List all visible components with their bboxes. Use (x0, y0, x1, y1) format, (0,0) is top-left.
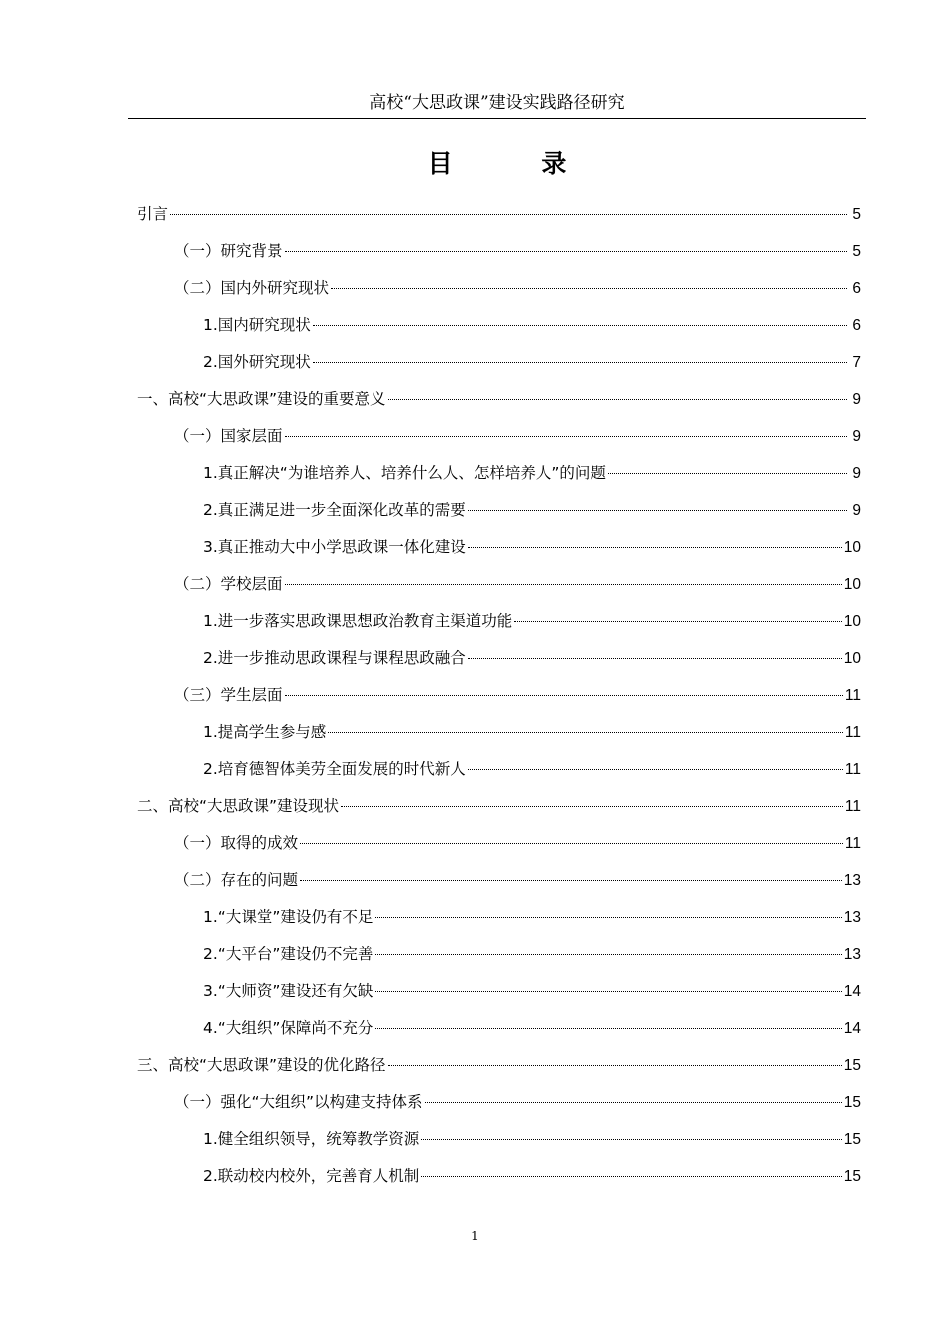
toc-dot-leader (313, 362, 847, 363)
toc-entry[interactable] (137, 1088, 861, 1125)
toc-entry[interactable] (137, 755, 861, 792)
toc-dot-leader (388, 1065, 842, 1066)
toc-entry[interactable] (137, 533, 861, 570)
toc-entry[interactable] (137, 829, 861, 866)
toc-entry-page-number: 7 (852, 354, 861, 371)
toc-entry-label: （二）国内外研究现状 (174, 279, 330, 297)
toc-entry-label: （二）存在的问题 (174, 871, 299, 889)
toc-dot-leader (285, 251, 847, 252)
toc-dot-leader (341, 806, 843, 807)
toc-dot-leader (285, 436, 847, 437)
toc-entry[interactable] (137, 903, 861, 940)
toc-dot-leader (313, 325, 847, 326)
toc-dot-leader (331, 288, 847, 289)
toc-title: 目 录 (427, 149, 607, 178)
toc-entry-label: 1.国内研究现状 (203, 316, 311, 334)
toc-dot-leader (425, 1102, 842, 1103)
toc-entry-page-number: 10 (843, 613, 861, 630)
toc-dot-leader (421, 1139, 841, 1140)
toc-entry-page-number: 9 (852, 391, 861, 408)
toc-entry-label: 2.国外研究现状 (203, 353, 311, 371)
toc-dot-leader (285, 584, 842, 585)
toc-entry-page-number: 11 (844, 761, 861, 778)
toc-entry[interactable] (137, 311, 861, 348)
toc-entry-label: 一、高校“大思政课”建设的重要意义 (137, 390, 386, 408)
toc-dot-leader (375, 917, 841, 918)
toc-dot-leader (468, 510, 847, 511)
toc-dot-leader (468, 658, 842, 659)
toc-entry-page-number: 11 (844, 798, 861, 815)
toc-entry-page-number: 5 (852, 206, 861, 223)
toc-entry-label: 1.进一步落实思政课思想政治教育主渠道功能 (203, 612, 513, 630)
toc-entry-label: 2.培育德智体美劳全面发展的时代新人 (203, 760, 466, 778)
toc-entry-label: 2.联动校内校外，完善育人机制 (203, 1167, 420, 1185)
toc-dot-leader (375, 954, 841, 955)
toc-dot-leader (375, 991, 841, 992)
toc-entry-page-number: 14 (843, 1020, 861, 1037)
toc-entry-label: （三）学生层面 (174, 686, 283, 704)
toc-entry-label: 二、高校“大思政课”建设现状 (137, 797, 340, 815)
toc-entry-label: 3.“大师资”建设还有欠缺 (203, 982, 374, 1000)
toc-entry[interactable] (137, 496, 861, 533)
toc-entry[interactable] (137, 1125, 861, 1162)
toc-entry-page-number: 11 (844, 835, 861, 852)
toc-entry[interactable] (137, 977, 861, 1014)
toc-entry[interactable] (137, 1051, 861, 1088)
toc-entry-label: 1.提高学生参与感 (203, 723, 327, 741)
toc-entry-page-number: 5 (852, 243, 861, 260)
running-header: 高校“大思政课”建设实践路径研究 (128, 92, 866, 119)
toc-entry-label: 1.“大课堂”建设仍有不足 (203, 908, 374, 926)
toc-entry-label: 2.真正满足进一步全面深化改革的需要 (203, 501, 466, 519)
toc-dot-leader (300, 880, 842, 881)
toc-entry-page-number: 13 (843, 909, 861, 926)
table-of-contents (137, 200, 861, 1199)
toc-entry[interactable] (137, 681, 861, 718)
toc-entry-label: 2.“大平台”建设仍不完善 (203, 945, 374, 963)
toc-entry-page-number: 15 (843, 1131, 861, 1148)
toc-entry-label: 三、高校“大思政课”建设的优化路径 (137, 1056, 386, 1074)
toc-entry[interactable] (137, 348, 861, 385)
toc-entry[interactable] (137, 1162, 861, 1199)
toc-dot-leader (170, 214, 847, 215)
toc-entry-page-number: 11 (844, 687, 861, 704)
toc-dot-leader (300, 843, 843, 844)
toc-entry-page-number: 15 (843, 1057, 861, 1074)
toc-entry-page-number: 14 (843, 983, 861, 1000)
toc-dot-leader (375, 1028, 841, 1029)
toc-entry[interactable] (137, 422, 861, 459)
toc-entry-page-number: 6 (852, 280, 861, 297)
toc-entry[interactable] (137, 274, 861, 311)
toc-entry-page-number: 15 (843, 1168, 861, 1185)
toc-entry-label: （一）国家层面 (174, 427, 283, 445)
toc-entry[interactable] (137, 385, 861, 422)
toc-entry-label: 2.进一步推动思政课程与课程思政融合 (203, 649, 466, 667)
toc-entry-label: （一）取得的成效 (174, 834, 299, 852)
toc-entry[interactable] (137, 644, 861, 681)
toc-dot-leader (388, 399, 847, 400)
toc-entry-label: 1.真正解决“为谁培养人、培养什么人、怎样培养人”的问题 (203, 464, 606, 482)
toc-dot-leader (608, 473, 847, 474)
toc-entry-page-number: 15 (843, 1094, 861, 1111)
toc-entry[interactable] (137, 237, 861, 274)
toc-dot-leader (468, 769, 843, 770)
toc-dot-leader (514, 621, 841, 622)
toc-entry-page-number: 13 (843, 872, 861, 889)
toc-entry-page-number: 6 (852, 317, 861, 334)
toc-entry[interactable] (137, 459, 861, 496)
toc-entry-page-number: 13 (843, 946, 861, 963)
toc-entry-page-number: 11 (844, 724, 861, 741)
toc-entry-label: 引言 (137, 205, 169, 223)
toc-entry[interactable] (137, 866, 861, 903)
toc-entry-label: （一）研究背景 (174, 242, 283, 260)
toc-entry[interactable] (137, 607, 861, 644)
toc-entry-page-number: 10 (843, 650, 861, 667)
toc-entry-page-number: 10 (843, 576, 861, 593)
toc-entry-label: 1.健全组织领导，统筹教学资源 (203, 1130, 420, 1148)
toc-entry[interactable] (137, 792, 861, 829)
toc-dot-leader (421, 1176, 841, 1177)
toc-entry-label: 4.“大组织”保障尚不充分 (203, 1019, 374, 1037)
toc-entry-label: （一）强化“大组织”以构建支持体系 (174, 1093, 423, 1111)
toc-entry-label: 3.真正推动大中小学思政课一体化建设 (203, 538, 466, 556)
toc-entry[interactable] (137, 200, 861, 237)
toc-dot-leader (468, 547, 842, 548)
toc-entry-page-number: 10 (843, 539, 861, 556)
toc-entry-page-number: 9 (852, 502, 861, 519)
toc-dot-leader (285, 695, 843, 696)
toc-dot-leader (328, 732, 843, 733)
toc-entry[interactable] (137, 940, 861, 977)
toc-entry-page-number: 9 (852, 465, 861, 482)
toc-entry-page-number: 9 (852, 428, 861, 445)
toc-entry[interactable] (137, 718, 861, 755)
page-number: 1 (471, 1229, 479, 1243)
toc-entry[interactable] (137, 1014, 861, 1051)
toc-entry-label: （二）学校层面 (174, 575, 283, 593)
toc-entry[interactable] (137, 570, 861, 607)
